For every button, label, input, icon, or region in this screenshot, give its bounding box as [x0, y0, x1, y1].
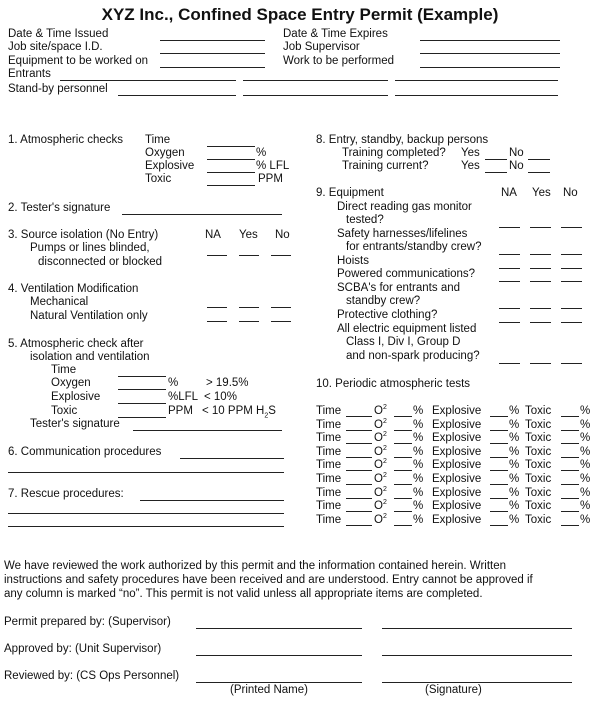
s5-explosive-field[interactable]	[118, 403, 166, 404]
s1-label: 1. Atmospheric checks	[8, 134, 124, 146]
s8-current-label: Training current?	[342, 160, 429, 172]
s9-hoists-yes-field[interactable]	[530, 268, 551, 269]
oxygen-symbol: O	[374, 486, 383, 499]
periodic-explosive-label: Explosive	[432, 459, 482, 472]
periodic-toxic-label: Toxic	[525, 513, 552, 526]
periodic-time-label: Time	[316, 486, 342, 499]
reviewed-signature-field[interactable]	[382, 682, 572, 683]
periodic-oxygen-field[interactable]	[394, 498, 412, 499]
s4-natural-no[interactable]	[271, 321, 291, 322]
periodic-oxygen-label	[374, 446, 387, 459]
s4-mechanical-label: Mechanical	[30, 296, 89, 308]
statement-line-1: We have reviewed the work authorized by this permit and the information contained herein. Written	[4, 560, 507, 572]
s6-label: 6. Communication procedures	[8, 446, 162, 458]
periodic-time-label: Time	[316, 513, 342, 526]
s1-oxygen-unit: %	[256, 147, 267, 159]
s8-label: 8. Entry, standby, backup persons	[316, 134, 489, 146]
periodic-oxygen-label	[374, 500, 387, 513]
s1-toxic-unit: PPM	[258, 173, 283, 185]
periodic-time-field[interactable]	[346, 525, 372, 526]
s5-oxygen-unit: %	[168, 377, 179, 389]
periodic-time-label: Time	[316, 500, 342, 513]
s9-item-hoists: Hoists	[337, 255, 369, 267]
oxygen-symbol: O	[374, 405, 383, 417]
oxygen-superscript: 2	[382, 512, 387, 520]
s9-scba-yes-field[interactable]	[530, 308, 551, 309]
s6-field-1[interactable]	[180, 458, 284, 459]
periodic-toxic-label: Toxic	[525, 405, 552, 417]
equipment-field[interactable]	[160, 67, 265, 68]
periodic-explosive-unit: %	[509, 459, 520, 472]
s9-hoists-na-field[interactable]	[499, 268, 520, 269]
s1-explosive-unit: % LFL	[256, 160, 290, 172]
prepared-signature-field[interactable]	[382, 628, 572, 629]
s5-explosive-limit: < 10%	[204, 391, 237, 403]
s3-line3: disconnected or blocked	[38, 256, 163, 268]
s9-label: 9. Equipment	[316, 187, 384, 199]
s8-trained-yes-field[interactable]	[485, 159, 507, 160]
oxygen-symbol: O	[374, 445, 383, 458]
s1-oxygen-field[interactable]	[207, 159, 255, 160]
periodic-explosive-unit: %	[509, 500, 520, 513]
s5-toxic-limit	[202, 405, 276, 418]
job-site-field[interactable]	[160, 53, 265, 54]
job-supervisor-field[interactable]	[420, 53, 560, 54]
periodic-toxic-label: Toxic	[525, 459, 552, 472]
s5-oxygen-limit: > 19.5%	[206, 377, 249, 389]
periodic-explosive-label: Explosive	[432, 445, 482, 458]
s5-line2: isolation and ventilation	[30, 351, 150, 363]
s9-item-electric-2: Class I, Div I, Group D	[346, 336, 461, 348]
periodic-time-field[interactable]	[346, 470, 372, 471]
oxygen-symbol: O	[374, 418, 383, 431]
periodic-explosive-field[interactable]	[490, 498, 508, 499]
date-expires-field[interactable]	[420, 40, 560, 41]
periodic-explosive-unit: %	[509, 513, 520, 526]
periodic-oxygen-label	[374, 405, 387, 418]
standby-label: Stand-by personnel	[8, 83, 108, 95]
s1-toxic-label: Toxic	[145, 173, 172, 185]
s1-time-label: Time	[145, 134, 171, 146]
s8-trained-label: Training completed?	[342, 147, 446, 159]
reviewed-label: Reviewed by: (CS Ops Personnel)	[4, 670, 180, 682]
oxygen-symbol: O	[374, 500, 383, 513]
periodic-toxic-unit: %	[580, 513, 591, 526]
periodic-explosive-unit: %	[509, 418, 520, 431]
oxygen-superscript: 2	[382, 485, 387, 493]
periodic-explosive-field[interactable]	[490, 525, 508, 526]
s9-yes-header: Yes	[532, 187, 551, 199]
work-field[interactable]	[420, 67, 560, 68]
oxygen-superscript: 2	[382, 444, 387, 452]
periodic-explosive-label: Explosive	[432, 432, 482, 445]
date-issued-label: Date & Time Issued	[8, 28, 109, 40]
s7-field-3[interactable]	[8, 526, 284, 527]
s3-no-header: No	[275, 229, 290, 241]
s9-harness-yes-field[interactable]	[530, 254, 551, 255]
date-expires-label: Date & Time Expires	[283, 28, 388, 40]
standby-field-2[interactable]	[243, 95, 388, 96]
s5-oxygen-field[interactable]	[118, 389, 166, 390]
printed-name-caption: (Printed Name)	[230, 684, 308, 696]
periodic-toxic-unit: %	[580, 405, 591, 417]
entrants-label: Entrants	[8, 68, 51, 80]
s2-signature-field[interactable]	[122, 214, 282, 215]
periodic-oxygen-field[interactable]	[394, 511, 412, 512]
s9-electric-no-field[interactable]	[561, 363, 582, 364]
s5-tester-field[interactable]	[133, 430, 282, 431]
page-title: XYZ Inc., Confined Space Entry Permit (Example)	[101, 5, 499, 24]
periodic-time-field[interactable]	[346, 443, 372, 444]
periodic-toxic-label: Toxic	[525, 486, 552, 499]
periodic-time-field[interactable]	[346, 430, 372, 431]
periodic-toxic-unit: %	[580, 500, 591, 513]
periodic-oxygen-unit: %	[413, 459, 424, 472]
s9-gas-monitor-no-field[interactable]	[561, 227, 582, 228]
work-label: Work to be performed	[283, 55, 395, 67]
periodic-time-label: Time	[316, 405, 342, 417]
s2-label: 2. Tester's signature	[8, 202, 111, 214]
s1-explosive-label: Explosive	[145, 160, 195, 172]
periodic-time-label: Time	[316, 473, 342, 485]
s9-electric-yes-field[interactable]	[530, 363, 551, 364]
s7-label: 7. Rescue procedures:	[8, 488, 124, 500]
s3-na-header: NA	[205, 229, 221, 241]
periodic-toxic-field[interactable]	[561, 511, 579, 512]
oxygen-superscript: 2	[382, 404, 387, 412]
s3-yes-header: Yes	[239, 229, 258, 241]
periodic-explosive-field[interactable]	[490, 443, 508, 444]
oxygen-symbol: O	[374, 432, 383, 445]
oxygen-superscript: 2	[382, 431, 387, 439]
periodic-oxygen-unit: %	[413, 445, 424, 458]
periodic-oxygen-unit: %	[413, 432, 424, 445]
s9-item-gas-monitor-2: tested?	[346, 214, 384, 226]
s9-item-harness-2: for entrants/standby crew?	[346, 241, 482, 253]
s9-item-gas-monitor-1: Direct reading gas monitor	[337, 201, 472, 213]
s8-current-yes-field[interactable]	[485, 172, 507, 173]
periodic-explosive-unit: %	[509, 473, 520, 485]
s9-item-electric-1: All electric equipment listed	[337, 323, 477, 335]
periodic-explosive-label: Explosive	[432, 473, 482, 485]
s5-explosive-unit: %LFL	[168, 391, 199, 403]
s9-comms-na-field[interactable]	[499, 281, 520, 282]
s9-item-clothing: Protective clothing?	[337, 309, 438, 321]
s3-label: 3. Source isolation (No Entry)	[8, 229, 159, 241]
s9-clothing-yes-field[interactable]	[530, 322, 551, 323]
s9-scba-no-field[interactable]	[561, 308, 582, 309]
periodic-time-label: Time	[316, 418, 342, 431]
periodic-time-field[interactable]	[346, 484, 372, 485]
s9-clothing-na-field[interactable]	[499, 322, 520, 323]
s9-item-electric-3: and non-spark producing?	[346, 350, 480, 362]
s9-na-header: NA	[501, 187, 517, 199]
s8-trained-no: No	[509, 147, 524, 159]
periodic-oxygen-unit: %	[413, 486, 424, 499]
periodic-toxic-label: Toxic	[525, 432, 552, 445]
oxygen-symbol: O	[374, 459, 383, 472]
s9-item-scba-2: standby crew?	[346, 295, 421, 307]
s9-hoists-no-field[interactable]	[561, 268, 582, 269]
s10-label: 10. Periodic atmospheric tests	[316, 378, 471, 390]
periodic-explosive-field[interactable]	[490, 484, 508, 485]
oxygen-symbol: O	[374, 473, 383, 485]
periodic-explosive-unit: %	[509, 405, 520, 417]
oxygen-superscript: 2	[382, 458, 387, 466]
s8-current-no-field[interactable]	[528, 172, 550, 173]
s9-gas-monitor-yes-field[interactable]	[530, 227, 551, 228]
reviewed-name-field[interactable]	[196, 682, 362, 683]
periodic-explosive-label: Explosive	[432, 405, 482, 417]
s3-na-field[interactable]	[207, 255, 227, 256]
job-site-label: Job site/space I.D.	[8, 41, 103, 53]
periodic-toxic-unit: %	[580, 432, 591, 445]
statement-line-2: instructions and safety procedures have been received and are understood. Entry cannot be approved if	[4, 574, 533, 586]
periodic-explosive-unit: %	[509, 445, 520, 458]
periodic-toxic-field[interactable]	[561, 525, 579, 526]
equipment-label: Equipment to be worked on	[8, 55, 149, 67]
s4-label: 4. Ventilation Modification	[8, 283, 139, 295]
s4-mech-yes[interactable]	[239, 307, 259, 308]
periodic-explosive-field[interactable]	[490, 511, 508, 512]
periodic-oxygen-label	[374, 487, 387, 500]
s1-explosive-field[interactable]	[207, 172, 255, 173]
s8-current-yes: Yes	[461, 160, 480, 172]
s4-natural-label: Natural Ventilation only	[30, 310, 148, 322]
date-issued-field[interactable]	[160, 40, 265, 41]
s4-mech-na[interactable]	[207, 307, 227, 308]
periodic-explosive-field[interactable]	[490, 416, 508, 417]
prepared-name-field[interactable]	[196, 628, 362, 629]
periodic-toxic-unit: %	[580, 459, 591, 472]
s9-no-header: No	[563, 187, 578, 199]
periodic-oxygen-label	[374, 473, 387, 486]
periodic-toxic-field[interactable]	[561, 484, 579, 485]
job-supervisor-label: Job Supervisor	[283, 41, 360, 53]
approved-label: Approved by: (Unit Supervisor)	[4, 643, 162, 655]
periodic-toxic-field[interactable]	[561, 443, 579, 444]
periodic-explosive-field[interactable]	[490, 470, 508, 471]
periodic-toxic-label: Toxic	[525, 500, 552, 513]
periodic-oxygen-label	[374, 432, 387, 445]
periodic-time-label: Time	[316, 459, 342, 472]
s5-toxic-field[interactable]	[118, 417, 166, 418]
s1-oxygen-label: Oxygen	[145, 147, 185, 159]
s9-item-comms: Powered communications?	[337, 268, 476, 280]
oxygen-superscript: 2	[382, 472, 387, 480]
entrants-field-2[interactable]	[243, 80, 388, 81]
s3-line2: Pumps or lines blinded,	[30, 242, 150, 254]
periodic-explosive-label: Explosive	[432, 513, 482, 526]
s8-trained-yes: Yes	[461, 147, 480, 159]
periodic-toxic-field[interactable]	[561, 457, 579, 458]
s9-comms-yes-field[interactable]	[530, 281, 551, 282]
h2s-suffix: S	[268, 405, 276, 417]
s9-harness-na-field[interactable]	[499, 254, 520, 255]
periodic-explosive-field[interactable]	[490, 430, 508, 431]
periodic-toxic-field[interactable]	[561, 470, 579, 471]
s9-scba-na-field[interactable]	[499, 308, 520, 309]
periodic-oxygen-field[interactable]	[394, 484, 412, 485]
periodic-oxygen-label	[374, 459, 387, 472]
periodic-oxygen-label	[374, 419, 387, 432]
periodic-toxic-unit: %	[580, 486, 591, 499]
periodic-toxic-field[interactable]	[561, 430, 579, 431]
s9-comms-no-field[interactable]	[561, 281, 582, 282]
s6-field-2[interactable]	[8, 472, 284, 473]
s5-toxic-limit-text: < 10 PPM H	[202, 405, 265, 417]
periodic-time-field[interactable]	[346, 457, 372, 458]
signature-caption: (Signature)	[425, 684, 482, 696]
approved-signature-field[interactable]	[382, 655, 572, 656]
s7-field-1[interactable]	[140, 500, 284, 501]
approved-name-field[interactable]	[196, 655, 362, 656]
periodic-toxic-unit: %	[580, 473, 591, 485]
periodic-toxic-unit: %	[580, 418, 591, 431]
periodic-time-label: Time	[316, 445, 342, 458]
statement-line-3: any column is marked “no”. This permit is not valid unless all appropriate items are completed.	[4, 588, 483, 600]
periodic-oxygen-unit: %	[413, 418, 424, 431]
periodic-explosive-field[interactable]	[490, 457, 508, 458]
periodic-oxygen-unit: %	[413, 405, 424, 417]
s9-electric-na-field[interactable]	[499, 363, 520, 364]
periodic-explosive-label: Explosive	[432, 418, 482, 431]
periodic-toxic-label: Toxic	[525, 445, 552, 458]
periodic-oxygen-label	[374, 514, 387, 527]
periodic-time-field[interactable]	[346, 416, 372, 417]
periodic-time-field[interactable]	[346, 498, 372, 499]
s9-item-scba-1: SCBA's for entrants and	[337, 282, 461, 294]
periodic-toxic-field[interactable]	[561, 416, 579, 417]
s9-harness-no-field[interactable]	[561, 254, 582, 255]
periodic-toxic-unit: %	[580, 445, 591, 458]
periodic-oxygen-field[interactable]	[394, 525, 412, 526]
periodic-time-label: Time	[316, 432, 342, 445]
s8-trained-no-field[interactable]	[528, 159, 550, 160]
s3-no-field[interactable]	[271, 255, 291, 256]
periodic-explosive-unit: %	[509, 486, 520, 499]
s8-current-no: No	[509, 160, 524, 172]
entrants-field-1[interactable]	[60, 80, 236, 81]
s4-natural-yes[interactable]	[239, 321, 259, 322]
oxygen-superscript: 2	[382, 417, 387, 425]
s9-clothing-no-field[interactable]	[561, 322, 582, 323]
periodic-oxygen-field[interactable]	[394, 443, 412, 444]
periodic-explosive-label: Explosive	[432, 500, 482, 513]
s4-mech-no[interactable]	[271, 307, 291, 308]
s5-time-field[interactable]	[118, 376, 166, 377]
periodic-oxygen-field[interactable]	[394, 430, 412, 431]
periodic-oxygen-unit: %	[413, 513, 424, 526]
s5-time-label: Time	[51, 364, 77, 376]
s1-toxic-field[interactable]	[207, 185, 255, 186]
s5-explosive-label: Explosive	[51, 391, 101, 403]
s1-time-field[interactable]	[207, 146, 255, 147]
standby-field-1[interactable]	[118, 95, 236, 96]
s5-tester-label: Tester's signature	[30, 418, 120, 430]
periodic-oxygen-field[interactable]	[394, 457, 412, 458]
s4-natural-na[interactable]	[207, 321, 227, 322]
s5-label: 5. Atmospheric check after	[8, 338, 144, 350]
s3-yes-field[interactable]	[239, 255, 259, 256]
periodic-explosive-unit: %	[509, 432, 520, 445]
periodic-oxygen-field[interactable]	[394, 416, 412, 417]
s7-field-2[interactable]	[8, 513, 284, 514]
standby-field-3[interactable]	[395, 95, 558, 96]
oxygen-superscript: 2	[382, 499, 387, 507]
prepared-label: Permit prepared by: (Supervisor)	[4, 616, 171, 628]
oxygen-symbol: O	[374, 513, 383, 526]
periodic-time-field[interactable]	[346, 511, 372, 512]
s9-item-harness-1: Safety harnesses/lifelines	[337, 228, 468, 240]
periodic-toxic-label: Toxic	[525, 473, 552, 485]
periodic-toxic-label: Toxic	[525, 418, 552, 431]
s5-toxic-unit: PPM	[168, 405, 193, 417]
periodic-oxygen-unit: %	[413, 473, 424, 485]
periodic-oxygen-field[interactable]	[394, 470, 412, 471]
periodic-toxic-field[interactable]	[561, 498, 579, 499]
s5-toxic-label: Toxic	[51, 405, 78, 417]
periodic-explosive-label: Explosive	[432, 486, 482, 499]
s9-gas-monitor-na-field[interactable]	[499, 227, 520, 228]
s5-oxygen-label: Oxygen	[51, 377, 91, 389]
entrants-field-3[interactable]	[395, 80, 558, 81]
periodic-oxygen-unit: %	[413, 500, 424, 513]
h2s-subscript: 2	[264, 412, 269, 420]
